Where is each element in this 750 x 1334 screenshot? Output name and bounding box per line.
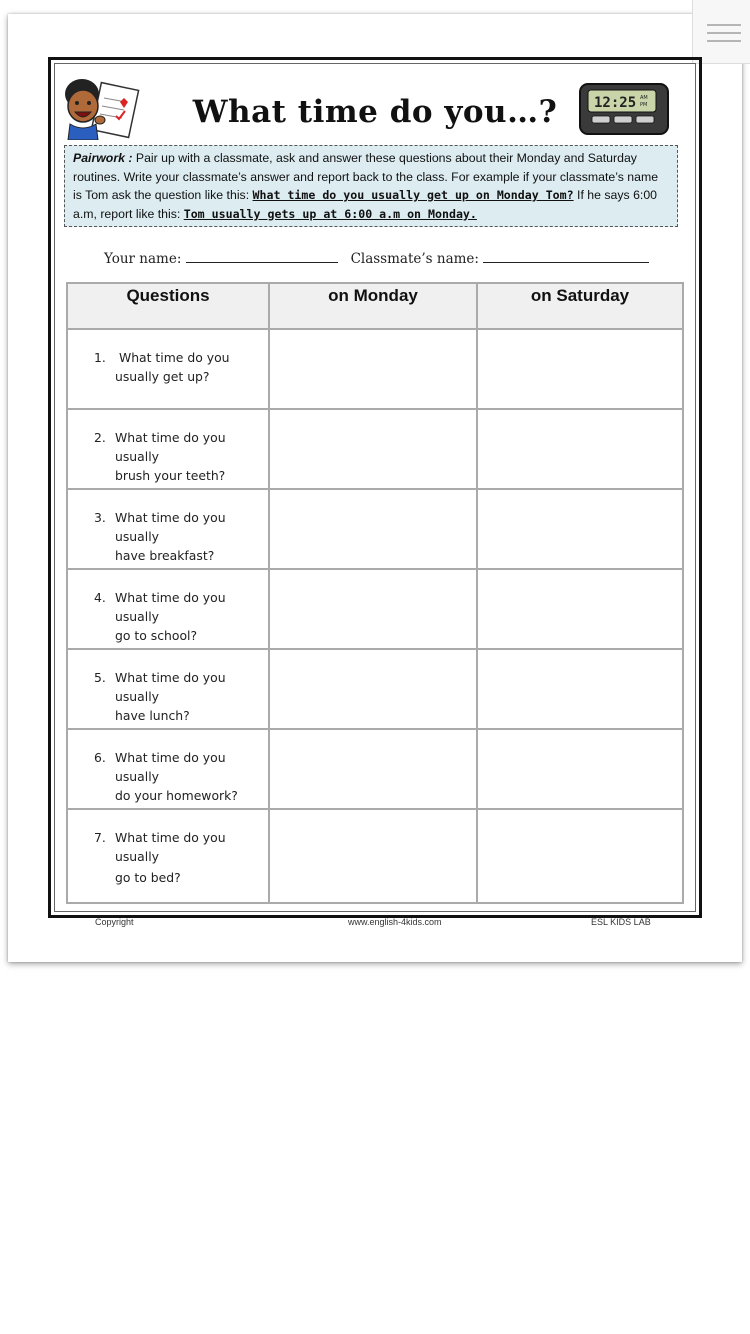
header-saturday: on Saturday (477, 283, 683, 329)
question-cell (67, 569, 269, 649)
question-line: go to bed? (115, 870, 181, 885)
clock-display: 12:25 (594, 95, 637, 111)
question-number: 7. (94, 830, 106, 845)
question-line: What time do you usually (115, 590, 226, 624)
example-question: What time do you usually get up on Monday Tom? (252, 188, 574, 202)
pairwork-text: Pair up with a classmate, ask and answer these questions about their Monday and Saturday routines. Write your classmate’s answer and report back to the class. For example if your classmate’s name is Tom ask the question like this: (73, 151, 659, 202)
question-cell (67, 649, 269, 729)
girl-with-paper-icon (60, 76, 142, 140)
monday-answer-cell[interactable] (269, 649, 477, 729)
svg-text:PM: PM (640, 102, 648, 108)
saturday-answer-cell[interactable] (477, 809, 683, 903)
saturday-answer-cell[interactable] (477, 729, 683, 809)
question-line: What time do you usually (115, 670, 226, 704)
question-line: What time do you usually (115, 750, 226, 784)
table-row (67, 489, 683, 569)
question-number: 2. (94, 430, 106, 445)
footer-website[interactable]: www.english-4kids.com (348, 917, 442, 927)
question-cell (67, 329, 269, 409)
monday-answer-cell[interactable] (269, 489, 477, 569)
your-name-label: Your name: (104, 251, 182, 267)
footer-copyright: Copyright (95, 917, 134, 927)
monday-answer-cell[interactable] (269, 729, 477, 809)
table-row (67, 809, 683, 903)
hamburger-line (707, 32, 741, 34)
monday-answer-cell[interactable] (269, 409, 477, 489)
pairwork-text-2: If he says 6:00 a.m, report like this: (73, 188, 658, 221)
name-fields (104, 250, 649, 267)
saturday-answer-cell[interactable] (477, 569, 683, 649)
your-name-line[interactable] (186, 250, 338, 263)
monday-answer-cell[interactable] (269, 809, 477, 903)
classmate-name-label: Classmate’s name: (350, 251, 479, 267)
hamburger-menu-icon (707, 24, 741, 26)
pairwork-label: Pairwork : (73, 151, 133, 165)
question-cell (67, 729, 269, 809)
digital-alarm-clock-icon (578, 82, 674, 138)
question-line: brush your teeth? (115, 468, 226, 483)
footer-brand: ESL KIDS LAB (591, 917, 651, 927)
monday-answer-cell[interactable] (269, 569, 477, 649)
question-line: What time do you usually (115, 830, 226, 864)
question-number: 6. (94, 750, 106, 765)
table-row (67, 329, 683, 409)
pairwork-instructions (64, 145, 678, 227)
question-line: go to school? (115, 628, 198, 643)
menu-button[interactable] (692, 0, 750, 64)
hamburger-line (707, 40, 741, 42)
worksheet-title: What time do you…? (192, 94, 558, 130)
question-line: do your homework? (115, 788, 238, 803)
question-line: have breakfast? (115, 548, 215, 563)
question-line: What time do you usually (115, 430, 226, 464)
header-monday: on Monday (269, 283, 477, 329)
table-row (67, 729, 683, 809)
question-number: 4. (94, 590, 106, 605)
example-report: Tom usually gets up at 6:00 a.m on Monday. (183, 206, 477, 221)
question-cell (67, 489, 269, 569)
table-row (67, 649, 683, 729)
table-row (67, 569, 683, 649)
question-cell (67, 409, 269, 489)
question-line: What time do you (115, 350, 230, 365)
saturday-answer-cell[interactable] (477, 409, 683, 489)
question-cell (67, 809, 269, 903)
classmate-name-line[interactable] (483, 250, 649, 263)
svg-text:AM: AM (640, 95, 648, 101)
monday-answer-cell[interactable] (269, 329, 477, 409)
header-questions: Questions (67, 283, 269, 329)
saturday-answer-cell[interactable] (477, 329, 683, 409)
saturday-answer-cell[interactable] (477, 489, 683, 569)
question-line: usually get up? (115, 369, 210, 384)
question-number: 5. (94, 670, 106, 685)
question-line: have lunch? (115, 708, 190, 723)
question-number: 3. (94, 510, 106, 525)
routine-table (66, 282, 684, 904)
question-number: 1. (94, 350, 106, 365)
question-line: What time do you usually (115, 510, 226, 544)
saturday-answer-cell[interactable] (477, 649, 683, 729)
table-row (67, 409, 683, 489)
